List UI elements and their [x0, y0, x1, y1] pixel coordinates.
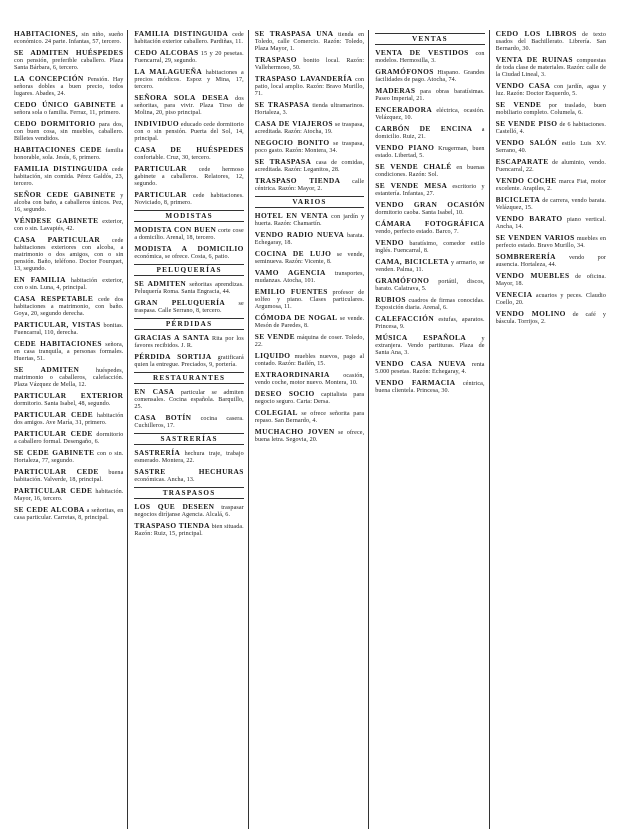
section-heading: PELUQUERÍAS: [134, 264, 243, 276]
ad-body: dos señoritas, para vivir. Plaza Tirso de Molina, 20, piso principal.: [134, 96, 244, 116]
ad-body: piano vertical. Ancha, 14.: [495, 217, 607, 230]
ad-body: dormitorio caoba. Santa Isabel, 10.: [375, 210, 464, 216]
classified-ad: [134, 522, 243, 538]
classified-ad: [496, 215, 606, 231]
ad-lead: VAMO AGENCIA: [254, 268, 326, 277]
column-4: [375, 30, 489, 829]
ad-lead: CEDO DORMITORIO: [14, 119, 96, 128]
classified-ad: [14, 276, 123, 292]
ad-lead: ENCERADORA: [375, 105, 433, 114]
classified-ad: [496, 310, 606, 326]
ad-body: hechura traje, trabajo esmerado. Montera, 22.: [134, 451, 244, 464]
classified-ad: [496, 234, 606, 250]
ad-lead: PARTICULAR, VISTAS: [14, 320, 101, 329]
ad-body: se traspasa, acreditada. Razón: Atocha, 19.: [254, 122, 365, 135]
classified-ad: [134, 68, 243, 91]
classified-ad: [375, 106, 484, 122]
ad-lead: SE TRASPASA UNA: [254, 30, 334, 38]
ad-body: muebles en perfecto estado. Bravo Murillo, 34.: [495, 236, 606, 249]
ad-lead: CÓMODA DE NOGAL: [254, 313, 338, 322]
classified-ad: [14, 321, 123, 337]
ad-body: vendo por ausencia. Hortaleza, 44.: [495, 255, 606, 268]
ad-lead: VENDO GRAN OCASIÓN: [375, 200, 485, 209]
ad-lead: FAMILIA DISTINGUIDA: [14, 164, 108, 173]
ad-body: habitaciones a precios módicos. Espoz y Mina, 17, tercero.: [134, 70, 244, 90]
classified-ad: [255, 75, 364, 98]
ad-body: de oficina. Mayor, 18.: [495, 274, 606, 287]
classified-ad: [496, 30, 606, 53]
classified-ad: [255, 231, 364, 247]
ad-lead: PARTICULAR CEDE: [14, 429, 93, 438]
ad-body: particular se admiten comensales. Cocina española. Barquillo, 25.: [134, 390, 244, 410]
ad-lead: CASA PARTICULAR: [14, 235, 101, 244]
ad-body: confortable. Cruz, 30, tercero.: [134, 155, 211, 161]
classified-ad: [134, 280, 243, 296]
classified-ad: [255, 409, 364, 425]
ad-body: con o sin. Hortaleza, 77, segundo.: [14, 451, 124, 464]
ad-lead: MODISTA A DOMICILIO: [134, 244, 244, 253]
ad-body: cede hermoso gabinete a caballeros. Relatores, 12, segundo.: [134, 167, 244, 187]
classified-ad: [14, 340, 123, 363]
classified-ad: [496, 272, 606, 288]
ad-body: por traslado, buen mobiliario completo. Columela, 6.: [495, 103, 606, 116]
ad-body: eléctrica, ocasión. Velázquez, 10.: [375, 108, 485, 121]
classified-ad: [255, 101, 364, 117]
classified-ad: [255, 120, 364, 136]
ad-lead: INDIVIDUO: [134, 119, 180, 128]
ad-lead: CEDE HABITACIONES: [14, 339, 102, 348]
ad-lead: LA CONCEPCIÓN: [14, 74, 84, 83]
ad-body: y armario, se venden. Palma, 11.: [375, 260, 485, 273]
classified-ad: [496, 139, 606, 155]
classified-ad: [134, 146, 243, 162]
classified-ad: [14, 449, 123, 465]
classified-ad: [134, 449, 243, 465]
ad-lead: LA MALAGUEÑA: [134, 67, 203, 76]
ad-lead: COCINA DE LUJO: [254, 249, 332, 258]
ad-lead: SE VENDE: [254, 332, 295, 341]
ad-lead: VENTA DE VESTIDOS: [375, 48, 469, 57]
ad-lead: SE CEDE ALCOBA: [14, 505, 85, 514]
ad-lead: MÚSICA ESPAÑOLA: [375, 333, 467, 342]
ad-lead: FAMILIA DISTINGUIDA: [134, 30, 229, 38]
ad-lead: CEDO ALCOBAS: [134, 48, 199, 57]
ad-lead: DESEO SOCIO: [254, 389, 315, 398]
classified-ad: [14, 236, 123, 273]
section-heading: VENTAS: [375, 33, 484, 45]
ad-body: dormitorio. Santa Isabel, 48, segundo.: [14, 401, 111, 407]
ad-body: cede habitaciones. Noviciado, 8, primero.: [134, 193, 244, 206]
classified-ad: [375, 239, 484, 255]
ad-lead: CEDO LOS LIBROS: [495, 30, 577, 38]
ad-lead: SE ADMITEN: [134, 279, 187, 288]
ad-body: cede habitaciones exteriores con alcoba, a matrimonio o dos amigos, con o sin pensión. Baño, teléfono. Doctor Fourquet, 13, segundo.: [14, 238, 124, 272]
ad-body: habitación. Mayor, 16, tercero.: [14, 489, 124, 502]
ad-body: con jardín y huerta. Razón: Chamartín.: [254, 214, 365, 227]
classified-ad: [134, 503, 243, 519]
ad-body: con pensión, preferible caballero. Plaza Santa Bárbara, 6, tercero.: [14, 58, 124, 71]
classified-ad: [14, 217, 123, 233]
ad-lead: VENDO FARMACIA: [375, 378, 456, 387]
ad-lead: SASTRERÍA: [134, 448, 181, 457]
ad-lead: PARTICULAR EXTERIOR: [14, 391, 124, 400]
ad-body: económicas. Ancha, 13.: [134, 477, 195, 483]
classified-ad: [14, 30, 123, 46]
ad-lead: SE VENDE CHALÉ: [375, 162, 452, 171]
ad-body: y extranjera. Vendo partituras. Plaza de Santa Ana, 3.: [375, 336, 485, 356]
ad-body: con modelos. Hermosilla, 3.: [375, 51, 485, 64]
ad-lead: GRAMÓFONOS: [375, 67, 434, 76]
classified-ad: [134, 226, 243, 242]
classified-ad: [375, 144, 484, 160]
ad-body: sin niño, sueño económico. 24 parte. Infantas, 57, tercero.: [14, 32, 124, 45]
ad-lead: COLEGIAL: [254, 408, 298, 417]
ad-lead: HABITACIONES CEDE: [14, 145, 102, 154]
ad-lead: SOMBRERERÍA: [495, 252, 556, 261]
classified-ad: [255, 56, 364, 72]
classified-ad: [134, 353, 243, 369]
ad-lead: MUCHACHO JOVEN: [254, 427, 335, 436]
classified-ad: [496, 56, 606, 79]
ad-body: tienda en Toledo, calle Comercio. Razón: Toledo, Plaza Mayor, 1.: [254, 32, 365, 52]
section-heading: MODISTAS: [134, 210, 243, 222]
ad-body: buena habitación. Valverde, 18, principal.: [14, 470, 124, 483]
ad-body: tienda ultramarinos. Hortaleza, 3.: [254, 103, 365, 116]
ad-body: calle céntrica. Razón: Mayor, 2.: [254, 179, 365, 192]
section-heading: TRASPASOS: [134, 487, 243, 499]
ad-body: renta 5.000 pesetas. Razón: Echegaray, 4.: [375, 362, 485, 375]
ad-lead: PARTICULAR: [134, 164, 187, 173]
ad-body: con patio, local amplio. Razón: Bravo Murillo, 71.: [254, 77, 365, 97]
classified-ad: [14, 411, 123, 427]
ad-body: de café y báscula. Torrijos, 2.: [495, 312, 606, 325]
ad-lead: CAMA, BICICLETA: [375, 257, 450, 266]
ad-lead: VENDO PIANO: [375, 143, 435, 152]
classified-ad: [134, 388, 243, 411]
section-heading: RESTAURANTES: [134, 372, 243, 384]
ad-body: a domicilio. Ruiz, 21.: [375, 127, 485, 140]
ad-lead: SEÑOR CEDE GABINETE: [14, 190, 116, 199]
ad-body: de carrera, vendo barata. Velázquez, 15.: [495, 198, 606, 211]
ad-body: educado cede dormitorio con o sin pensión. Puerta del Sol, 14, principal.: [134, 122, 244, 142]
classified-ad: [14, 165, 123, 188]
classified-ad: [134, 468, 243, 484]
classified-ad: [134, 334, 243, 350]
ad-lead: PARTICULAR CEDE: [14, 467, 99, 476]
ad-body: habitación dos amigos. Ave María, 31, primero.: [14, 413, 124, 426]
ad-body: se traspasa. Calle Serrano, 8, tercero.: [134, 301, 244, 314]
ad-lead: HOTEL EN VENTA: [254, 211, 329, 220]
ad-body: máquina de coser. Toledo, 22.: [254, 335, 365, 348]
classified-ad: [134, 414, 243, 430]
classified-ad: [255, 288, 364, 311]
classified-ad: [375, 315, 484, 331]
classified-ad: [375, 49, 484, 65]
ad-lead: VENTA DE RUINAS: [495, 55, 573, 64]
classified-ad: [255, 371, 364, 387]
classified-ad: [375, 277, 484, 293]
classified-ad: [134, 245, 243, 261]
ad-lead: HABITACIONES,: [14, 30, 78, 38]
ad-body: traspasar negocios diríjanse Agencia. Alcalá, 6.: [134, 505, 244, 518]
classified-ad: [496, 82, 606, 98]
ad-lead: EN FAMILIA: [14, 275, 66, 284]
ad-lead: CASA BOTÍN: [134, 413, 192, 422]
ad-lead: PARTICULAR CEDE: [14, 410, 94, 419]
ad-body: de texto usados del Bachillerato. Librería. San Bernardo, 30.: [495, 32, 606, 52]
ad-body: portátil, discos, barato. Calatrava, 5.: [375, 279, 485, 292]
ad-lead: CASA RESPETABLE: [14, 294, 94, 303]
ad-lead: GRAMÓFONO: [375, 276, 430, 285]
section-heading: PÉRDIDAS: [134, 318, 243, 330]
classified-ad: [255, 177, 364, 193]
classified-ad: [255, 139, 364, 155]
classified-ad: [375, 182, 484, 198]
ad-body: bien situada. Razón: Ruiz, 15, principal.: [134, 524, 244, 537]
ad-body: marca Fiat, motor excelente. Arapiles, 2.: [495, 179, 606, 192]
ad-body: cede dos habitaciones a matrimonio, con baño. Goya, 20, segundo derecha.: [14, 297, 124, 317]
classified-ad: [375, 296, 484, 312]
ad-body: y alcoba con baño, a caballeros únicos. Pez, 16, segundo.: [14, 193, 124, 213]
classified-ad: [375, 125, 484, 141]
column-3: [255, 30, 369, 829]
ad-lead: SEÑORA SOLA DESEA: [134, 93, 229, 102]
ad-lead: SASTRE HECHURAS: [134, 467, 244, 476]
section-heading: VARIOS: [255, 196, 364, 208]
classified-ad: [14, 392, 123, 408]
ad-lead: PÉRDIDA SORTIJA: [134, 352, 212, 361]
ad-lead: SE VENDE PISO: [495, 119, 558, 128]
classified-ad: [134, 94, 243, 117]
classified-columns: [14, 30, 610, 829]
ad-body: con jardín, agua y luz. Razón: Doctor Esquerdo, 5.: [495, 84, 606, 97]
ad-lead: VENDO MOLINO: [495, 309, 566, 318]
ad-lead: SE ADMITEN: [14, 365, 80, 374]
ad-body: se ofrece señorita para repaso. San Bernardo, 4.: [254, 411, 365, 424]
ad-lead: SE VENDEN VARIOS: [495, 233, 575, 242]
ad-lead: CEDO ÚNICO GABINETE: [14, 100, 117, 109]
classified-ad: [134, 191, 243, 207]
ad-lead: GRACIAS A SANTA: [134, 333, 210, 342]
ad-body: para obras baratísimas. Paseo Imperial, 21.: [375, 89, 485, 102]
ad-lead: VENDO: [375, 238, 404, 247]
ad-lead: SE CEDE GABINETE: [14, 448, 95, 457]
ad-body: bonito local. Razón: Vallehermoso, 50.: [254, 58, 365, 71]
classified-ad: [255, 30, 364, 53]
ad-lead: RUBIOS: [375, 295, 406, 304]
column-1: [14, 30, 128, 829]
classified-ad: [14, 146, 123, 162]
ad-body: exterior, con o sin. Lavapiés, 42.: [14, 219, 124, 232]
classified-ad: [14, 120, 123, 143]
ad-body: cuadros de firmas conocidas. Exposición diaria. Arenal, 6.: [375, 298, 485, 311]
ad-lead: PARTICULAR CEDE: [14, 486, 93, 495]
ad-lead: CASA DE VIAJEROS: [254, 119, 333, 128]
classified-ad: [375, 163, 484, 179]
classified-ad: [255, 158, 364, 174]
classified-ad: [14, 366, 123, 389]
ad-lead: SE VENDE MESA: [375, 181, 448, 190]
classified-ad: [375, 87, 484, 103]
classified-ad: [134, 30, 243, 46]
classified-ad: [14, 75, 123, 98]
classified-ad: [375, 360, 484, 376]
classified-ad: [255, 333, 364, 349]
ad-body: familia honorable, sola. Jesús, 6, primero.: [14, 148, 124, 161]
ad-body: señora, en casa tranquila, a personas formales. Huertas, 51.: [14, 342, 124, 362]
classified-ad: [14, 487, 123, 503]
classified-ad: [14, 49, 123, 72]
classified-ad: [375, 379, 484, 395]
ad-body: Krugerman, buen estado. Libertad, 5.: [375, 146, 485, 159]
ad-body: de 6 habitaciones. Castelló, 4.: [495, 122, 606, 135]
ad-lead: LOS QUE DESEEN: [134, 502, 215, 511]
ad-body: 15 y 20 pesetas. Fuencarral, 29, segundo.: [134, 51, 244, 64]
ad-lead: EXTRAORDINARIA: [254, 370, 330, 379]
ad-body: vendo, perfecto estado. Barco, 7.: [375, 229, 459, 235]
ad-lead: VENDO MUEBLES: [495, 271, 570, 280]
ad-body: habitación exterior, con o sin. Luna, 4, principal.: [14, 278, 124, 291]
ad-lead: TRASPASO TIENDA: [254, 176, 341, 185]
classified-ad: [496, 253, 606, 269]
ad-body: cede habitación, sin comida. Pérez Galdós, 23, tercero.: [14, 167, 124, 187]
ad-lead: VÉNDESE GABINETE: [14, 216, 99, 225]
classified-ad: [375, 258, 484, 274]
ad-body: compuestas de toda clase de materiales. Razón: calle de la Ciudad Lineal, 3.: [495, 58, 606, 78]
classified-ad: [255, 352, 364, 368]
classified-ad: [255, 250, 364, 266]
ad-body: acuarios y peces. Claudio Coello, 20.: [495, 293, 606, 306]
ad-body: para dos, con buen cosa, sin muebles, caballero. Billetes vendidos.: [14, 122, 124, 142]
classified-ad: [496, 196, 606, 212]
ad-lead: GRAN PELUQUERÍA: [134, 298, 226, 307]
ad-body: ocasión, vendo coche, motor nuevo. Montera, 10.: [254, 373, 365, 386]
ad-lead: EN CASA: [134, 387, 175, 396]
ad-lead: VENDO CASA: [495, 81, 551, 90]
ad-body: capitalista para negocio seguro. Carta: Dersa.: [254, 392, 365, 405]
ad-body: escritorio y estantería. Infantas, 27.: [375, 184, 485, 197]
ad-lead: LIQUIDO: [254, 351, 291, 360]
ad-body: económica, se ofrece. Costa, 6, patio.: [134, 254, 230, 260]
ad-body: de aluminio, vendo. Fuencarral, 22.: [495, 160, 606, 173]
ad-lead: VENDO BARATO: [495, 214, 563, 223]
ad-lead: ESCAPARATE: [495, 157, 549, 166]
ad-body: Pensión. Hay señoras dobles a buen precio, todos lugares. Abades, 24.: [14, 77, 124, 97]
ad-lead: MADERAS: [375, 86, 416, 95]
ad-lead: SE TRASPASA: [254, 100, 310, 109]
classified-ad: [14, 295, 123, 318]
ad-lead: CALEFACCIÓN: [375, 314, 435, 323]
section-heading: SASTRERÍAS: [134, 433, 243, 445]
ad-body: profesor de solfeo y piano. Clases particulares. Argumosa, 11.: [254, 290, 365, 310]
ad-lead: VENDO CASA NUEVA: [375, 359, 466, 368]
ad-body: a señora sola o familia. Ferraz, 11, primero.: [14, 103, 124, 116]
ad-body: estufas, aparatos. Princesa, 9.: [375, 317, 485, 330]
classified-ad: [496, 120, 606, 136]
ad-body: corte cose a domicilio. Arenal, 18, tercero.: [134, 228, 244, 241]
classified-ad: [496, 291, 606, 307]
ad-body: dormitorio a caballero formal. Desengaño, 6.: [14, 432, 124, 445]
classified-ad: [255, 212, 364, 228]
ad-lead: CÁMARA FOTOGRÁFICA: [375, 219, 485, 228]
classified-ad: [134, 49, 243, 65]
classified-ad: [255, 390, 364, 406]
classified-ad: [375, 334, 484, 357]
classified-ad: [14, 101, 123, 117]
ad-lead: VENECIA: [495, 290, 533, 299]
classified-ad: [496, 101, 606, 117]
ad-body: barata. Echegaray, 18.: [254, 233, 365, 246]
column-2: [134, 30, 248, 829]
ad-body: cede habitación exterior caballero. Pardiñas, 11.: [134, 32, 244, 45]
ad-lead: SE VENDE: [495, 100, 542, 109]
ad-lead: CASA DE HUÉSPEDES: [134, 145, 244, 154]
ad-body: baratísimo, comedor estilo inglés. Fuencarral, 8.: [375, 241, 485, 254]
ad-body: cocina casera. Cuchilleros, 17.: [134, 416, 244, 429]
classified-ad: [14, 506, 123, 522]
classified-ad: [134, 120, 243, 143]
ad-lead: VENDO RADIO NUEVA: [254, 230, 345, 239]
ad-body: se vende, seminueva. Razón: Vicente, 8.: [254, 252, 365, 265]
classified-ad: [134, 299, 243, 315]
classified-ad: [375, 220, 484, 236]
classified-ad: [496, 177, 606, 193]
classified-ad: [255, 314, 364, 330]
classified-ad: [255, 428, 364, 444]
ad-lead: TRASPASO LAVANDERÍA: [254, 74, 353, 83]
ad-lead: BICICLETA: [495, 195, 541, 204]
ad-body: muebles nuevos, pago al contado. Razón: Bailén, 15.: [254, 354, 365, 367]
classified-ad: [14, 468, 123, 484]
ad-lead: MODISTA CON BUEN: [134, 225, 217, 234]
ad-body: transportes, mudanzas. Atocha, 101.: [254, 271, 365, 284]
ad-body: estilo Luis XV. Serrano, 40.: [495, 141, 606, 154]
ad-body: gratificará quien la entregue. Preciados, 9, portería.: [134, 355, 244, 368]
ad-lead: TRASPASO TIENDA: [134, 521, 210, 530]
ad-body: a señoritas, en casa particular. Carretas, 8, principal.: [14, 508, 124, 521]
ad-lead: VENDO SALÓN: [495, 138, 558, 147]
ad-lead: SE TRASPASA: [254, 157, 312, 166]
ad-lead: CARBÓN DE ENCINA: [375, 124, 473, 133]
ad-body: se vende. Mesón de Paredes, 8.: [254, 316, 365, 329]
classified-ad: [14, 430, 123, 446]
ad-body: se ofrece, buena letra. Segovia, 20.: [254, 430, 365, 443]
ad-body: Hispano. Grandes facilidades de pago. Atocha, 74.: [375, 70, 485, 83]
ad-body: se traspasa, poco gasto. Razón: Montera, 34.: [254, 141, 365, 154]
ad-body: casa de comidas, acreditada. Razón: Leganitos, 28.: [254, 160, 365, 173]
classified-ad: [375, 201, 484, 217]
classified-ad: [496, 158, 606, 174]
ad-body: bonitas. Fuencarral, 110, derecha.: [14, 323, 124, 336]
classified-ad: [255, 269, 364, 285]
classified-ad: [14, 191, 123, 214]
column-5: [496, 30, 610, 829]
ad-body: huéspedes, matrimonio o caballeros, calefacción. Plaza Vázquez de Mella, 12.: [14, 368, 124, 388]
ad-body: Rita por los favores recibidos. J. R.: [134, 336, 244, 349]
ad-lead: SE ADMITEN HUÉSPEDES: [14, 48, 124, 57]
ad-lead: NEGOCIO BONITO: [254, 138, 330, 147]
classified-ad: [375, 68, 484, 84]
ad-body: céntrica, buena clientela. Princesa, 30.: [375, 381, 485, 394]
ad-body: en buenas condiciones. Razón: Sol.: [375, 165, 485, 178]
ad-lead: PARTICULAR: [134, 190, 187, 199]
ad-lead: VENDO COCHE: [495, 176, 557, 185]
ad-lead: TRASPASO: [254, 55, 297, 64]
classified-ad: [134, 165, 243, 188]
ad-lead: EMILIO FUENTES: [254, 287, 328, 296]
ad-body: señoritas aprendizas. Peluquería Roma. Santa Engracia, 44.: [134, 282, 244, 295]
